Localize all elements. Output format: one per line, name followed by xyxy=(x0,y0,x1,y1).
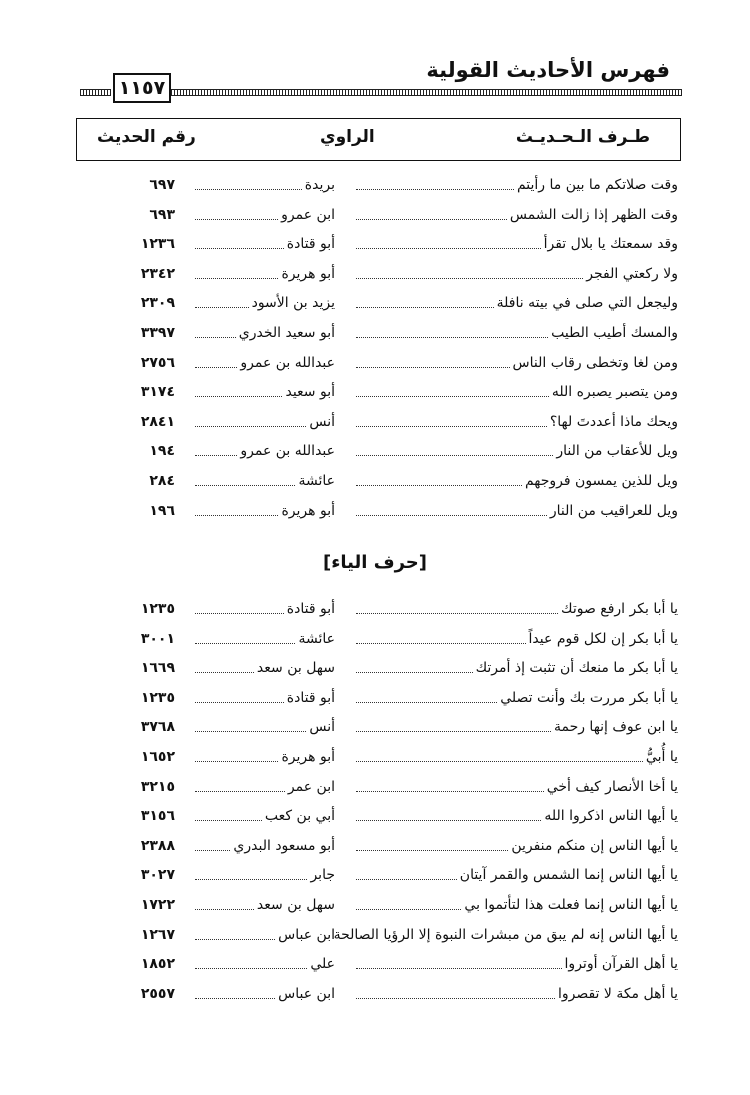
leader-dots xyxy=(195,219,278,220)
leader-dots xyxy=(195,879,307,880)
hadith-cell xyxy=(356,436,678,462)
leader-dots xyxy=(356,909,461,910)
hadith-cell xyxy=(356,594,678,620)
narrator-name: ابن عباس xyxy=(278,985,335,1002)
column-header-box xyxy=(76,118,681,161)
index-row xyxy=(0,949,750,975)
leader-dots xyxy=(356,189,514,190)
hadith-text: وقت صلاتكم ما بين ما رأيتم xyxy=(516,177,678,193)
hadith-text: يا أبا بكر مررت بك وأنت تصلي xyxy=(500,689,678,706)
hadith-number: ١٢٣٥ xyxy=(140,601,175,617)
index-row xyxy=(0,890,750,916)
hadith-text: يا أبا بكر ما منعك أن تثبت إذ أمرتك xyxy=(475,660,678,677)
hadith-number: ٣٠٢٧ xyxy=(140,867,175,884)
hadith-text: وليجعل التي صلى في بيته نافلة xyxy=(496,295,678,312)
hadith-text: يا أيها الناس إنما الشمس والقمر آيتان xyxy=(459,867,678,884)
hadith-cell xyxy=(356,170,678,196)
leader-dots xyxy=(356,613,558,614)
leader-dots xyxy=(195,672,254,673)
narrator-name: ابن عمر xyxy=(287,778,335,795)
hadith-text: يا أيها الناس اذكروا الله xyxy=(544,808,678,825)
narrator-cell xyxy=(195,200,335,226)
leader-dots xyxy=(195,307,249,308)
narrator-name: عائشة xyxy=(298,630,335,647)
hadith-number: ٣١٧٤ xyxy=(140,384,175,401)
leader-dots xyxy=(195,791,285,792)
hadith-number: ١٧٢٢ xyxy=(140,897,175,913)
index-row xyxy=(0,466,750,492)
narrator-name: أبو هريرة xyxy=(281,749,335,765)
hadith-text: ومن يتصبر يصبره الله xyxy=(551,384,678,401)
narrator-cell xyxy=(195,318,335,344)
leader-dots xyxy=(195,396,282,397)
hadith-cell xyxy=(356,831,678,857)
index-row xyxy=(0,348,750,374)
leader-dots xyxy=(195,248,284,249)
leader-dots xyxy=(195,643,295,644)
leader-dots xyxy=(195,189,302,190)
index-row xyxy=(0,594,750,620)
narrator-cell xyxy=(195,259,335,285)
hadith-cell xyxy=(356,772,678,798)
narrator-cell xyxy=(195,772,335,798)
hadith-text: يا أخا الأنصار كيف أخي xyxy=(546,778,678,795)
hadith-cell xyxy=(356,318,678,344)
leader-dots xyxy=(356,515,547,516)
hadith-text: ويحك ماذا أعددتَ لها؟ xyxy=(549,413,678,430)
index-row xyxy=(0,259,750,285)
narrator-name: ابن عباس xyxy=(278,926,335,943)
leader-dots xyxy=(195,337,236,338)
leader-dots xyxy=(195,613,284,614)
hadith-number: ٢٧٥٦ xyxy=(140,354,175,371)
hadith-text: يا أيها الناس إنما فعلت هذا لتأتموا بي xyxy=(464,897,678,913)
leader-dots xyxy=(195,998,275,999)
hadith-text: ولا ركعتي الفجر xyxy=(586,265,678,282)
leader-dots xyxy=(195,968,307,969)
hadith-text: يا أبا بكر إن لكل قوم عيداً xyxy=(528,630,678,647)
hadith-number: ٣١٥٦ xyxy=(140,808,175,825)
narrator-name: أبو قتادة xyxy=(286,601,335,617)
leader-dots xyxy=(356,337,548,338)
narrator-name: عبدالله بن عمرو xyxy=(240,443,335,460)
column-header-number: رقم الحديث xyxy=(97,127,196,147)
hadith-text: يا أهل القرآن أوتروا xyxy=(564,956,678,973)
narrator-cell xyxy=(195,348,335,374)
leader-dots xyxy=(356,761,643,762)
narrator-cell xyxy=(195,860,335,886)
header-rule-right xyxy=(171,89,682,96)
leader-dots xyxy=(356,643,526,644)
hadith-number: ٢٥٥٧ xyxy=(140,985,175,1002)
leader-dots xyxy=(195,515,278,516)
index-row xyxy=(0,377,750,403)
hadith-text: وقت الظهر إذا زالت الشمس xyxy=(509,206,678,223)
leader-dots xyxy=(356,248,541,249)
narrator-cell xyxy=(195,436,335,462)
hadith-number: ٣٧٦٨ xyxy=(140,719,175,736)
hadith-cell xyxy=(356,979,678,1005)
hadith-cell xyxy=(356,801,678,827)
index-row xyxy=(0,920,750,946)
narrator-name: أبو هريرة xyxy=(281,265,335,282)
index-row xyxy=(0,200,750,226)
hadith-text: ويل للذين يمسون فروجهم xyxy=(524,473,678,489)
hadith-number: ١٦٦٩ xyxy=(140,660,175,677)
index-row xyxy=(0,742,750,768)
leader-dots xyxy=(356,278,583,279)
narrator-name: أبو سعيد xyxy=(285,384,335,401)
hadith-number: ٣٢١٥ xyxy=(140,778,175,795)
narrator-cell xyxy=(195,742,335,768)
leader-dots xyxy=(195,850,230,851)
narrator-cell xyxy=(195,979,335,1005)
narrator-cell xyxy=(195,653,335,679)
hadith-cell xyxy=(356,712,678,738)
hadith-cell xyxy=(356,259,678,285)
index-row xyxy=(0,772,750,798)
hadith-cell xyxy=(356,288,678,314)
narrator-cell xyxy=(195,920,335,946)
leader-dots xyxy=(356,879,457,880)
header-rule-left xyxy=(80,89,111,96)
hadith-text: ويل للأعقاب من النار xyxy=(556,443,678,460)
narrator-name: أنس xyxy=(309,719,335,736)
leader-dots xyxy=(356,307,494,308)
leader-dots xyxy=(356,426,547,427)
narrator-cell xyxy=(195,288,335,314)
hadith-cell xyxy=(356,229,678,255)
narrator-cell xyxy=(195,229,335,255)
leader-dots xyxy=(356,998,555,999)
narrator-name: أبو قتادة xyxy=(286,689,335,706)
hadith-text: ومن لغا وتخطى رقاب الناس xyxy=(512,354,678,371)
hadith-number: ١٢٣٥ xyxy=(140,689,175,706)
leader-dots xyxy=(356,791,544,792)
leader-dots xyxy=(195,455,237,456)
index-row xyxy=(0,288,750,314)
leader-dots xyxy=(195,278,278,279)
index-row xyxy=(0,436,750,462)
hadith-cell xyxy=(356,653,678,679)
leader-dots xyxy=(356,820,541,821)
index-row xyxy=(0,860,750,886)
leader-dots xyxy=(195,820,262,821)
section-title-ya: [حرف الياء] xyxy=(322,552,428,573)
index-row xyxy=(0,979,750,1005)
narrator-name: علي xyxy=(310,956,335,973)
narrator-cell xyxy=(195,377,335,403)
narrator-cell xyxy=(195,466,335,492)
leader-dots xyxy=(195,939,275,940)
hadith-cell xyxy=(356,496,678,522)
narrator-name: أبو سعيد الخدري xyxy=(238,325,335,341)
narrator-name: ابن عمرو xyxy=(281,206,335,223)
narrator-name: أبو مسعود البدري xyxy=(233,837,335,854)
index-row xyxy=(0,653,750,679)
narrator-name: عائشة xyxy=(298,473,335,489)
hadith-number: ٦٩٣ xyxy=(149,206,175,223)
hadith-number: ٢٣٤٢ xyxy=(140,265,175,282)
hadith-number: ١٩٤ xyxy=(149,443,175,460)
hadith-number: ٣٠٠١ xyxy=(140,630,175,647)
leader-dots xyxy=(195,426,306,427)
narrator-cell xyxy=(195,407,335,433)
hadith-cell xyxy=(356,860,678,886)
narrator-cell xyxy=(195,683,335,709)
hadith-cell xyxy=(356,200,678,226)
hadith-cell xyxy=(356,348,678,374)
hadith-number: ١٦٥٢ xyxy=(140,749,175,765)
narrator-cell xyxy=(195,496,335,522)
leader-dots xyxy=(356,455,553,456)
narrator-name: عبدالله بن عمرو xyxy=(240,354,335,371)
hadith-text: وقد سمعتك يا بلال تقرأ xyxy=(543,236,678,253)
index-row xyxy=(0,170,750,196)
narrator-cell xyxy=(195,624,335,650)
hadith-number: ١٩٦ xyxy=(149,502,175,519)
leader-dots xyxy=(356,731,551,732)
hadith-text: يا ابن عوف إنها رحمة xyxy=(553,719,678,736)
narrator-cell xyxy=(195,831,335,857)
index-row xyxy=(0,624,750,650)
index-row xyxy=(0,683,750,709)
hadith-number: ٢٨٤ xyxy=(149,473,175,489)
hadith-number: ١٢٦٧ xyxy=(140,926,175,943)
leader-dots xyxy=(195,485,295,486)
narrator-cell xyxy=(195,712,335,738)
index-row xyxy=(0,407,750,433)
running-title: فهرس الأحاديث القولية xyxy=(426,58,670,82)
narrator-name: جابر xyxy=(310,867,335,884)
page-number: ١١٥٧ xyxy=(113,73,171,103)
hadith-cell xyxy=(356,949,678,975)
leader-dots xyxy=(356,968,562,969)
narrator-cell xyxy=(195,890,335,916)
hadith-number: ١٢٣٦ xyxy=(140,236,175,253)
hadith-number: ١٨٥٢ xyxy=(140,956,175,973)
narrator-name: أبي بن كعب xyxy=(264,808,335,825)
narrator-cell xyxy=(195,594,335,620)
hadith-cell xyxy=(356,407,678,433)
narrator-cell xyxy=(195,170,335,196)
hadith-cell xyxy=(356,466,678,492)
index-row xyxy=(0,496,750,522)
hadith-cell xyxy=(356,624,678,650)
narrator-name: أبو هريرة xyxy=(281,502,335,519)
hadith-number: ٣٣٩٧ xyxy=(140,325,175,341)
hadith-cell xyxy=(356,377,678,403)
narrator-name: أبو قتادة xyxy=(286,236,335,253)
index-row xyxy=(0,831,750,857)
leader-dots xyxy=(356,396,549,397)
index-row xyxy=(0,712,750,738)
hadith-cell xyxy=(356,683,678,709)
leader-dots xyxy=(195,367,237,368)
leader-dots xyxy=(356,485,522,486)
narrator-name: يزيد بن الأسود xyxy=(251,295,335,312)
hadith-text: يا أهل مكة لا تقصروا xyxy=(557,985,678,1002)
hadith-cell xyxy=(333,920,678,946)
hadith-text: يا أيها الناس إنه لم يبق من مبشرات النبوة إلا الرؤيا الصالحة xyxy=(333,926,678,943)
hadith-text: يا أبا بكر ارفع صوتك xyxy=(561,601,678,617)
hadith-number: ٦٩٧ xyxy=(149,177,175,193)
narrator-name: سهل بن سعد xyxy=(256,660,335,677)
index-row xyxy=(0,318,750,344)
narrator-name: سهل بن سعد xyxy=(256,897,335,913)
leader-dots xyxy=(356,367,510,368)
hadith-text: يا أيها الناس إن منكم منفرين xyxy=(511,837,678,854)
leader-dots xyxy=(195,909,254,910)
narrator-name: أنس xyxy=(309,413,335,430)
leader-dots xyxy=(195,731,306,732)
hadith-number: ٢٨٤١ xyxy=(140,413,175,430)
leader-dots xyxy=(356,219,507,220)
hadith-cell xyxy=(356,742,678,768)
narrator-name: بريدة xyxy=(304,177,335,193)
leader-dots xyxy=(356,672,473,673)
narrator-cell xyxy=(195,949,335,975)
hadith-number: ٢٣٨٨ xyxy=(140,837,175,854)
leader-dots xyxy=(356,702,497,703)
column-header-narrator: الراوي xyxy=(320,127,375,147)
leader-dots xyxy=(356,850,508,851)
column-header-hadith: طـرف الـحـديـث xyxy=(515,127,650,147)
hadith-number: ٢٣٠٩ xyxy=(140,295,175,312)
hadith-text: ويل للعراقيب من النار xyxy=(549,502,678,519)
leader-dots xyxy=(195,761,278,762)
hadith-text: والمسك أطيب الطيب xyxy=(551,325,678,341)
hadith-cell xyxy=(356,890,678,916)
hadith-text: يا أُبيُّ xyxy=(645,749,678,765)
leader-dots xyxy=(195,702,284,703)
index-row xyxy=(0,801,750,827)
index-row xyxy=(0,229,750,255)
narrator-cell xyxy=(195,801,335,827)
